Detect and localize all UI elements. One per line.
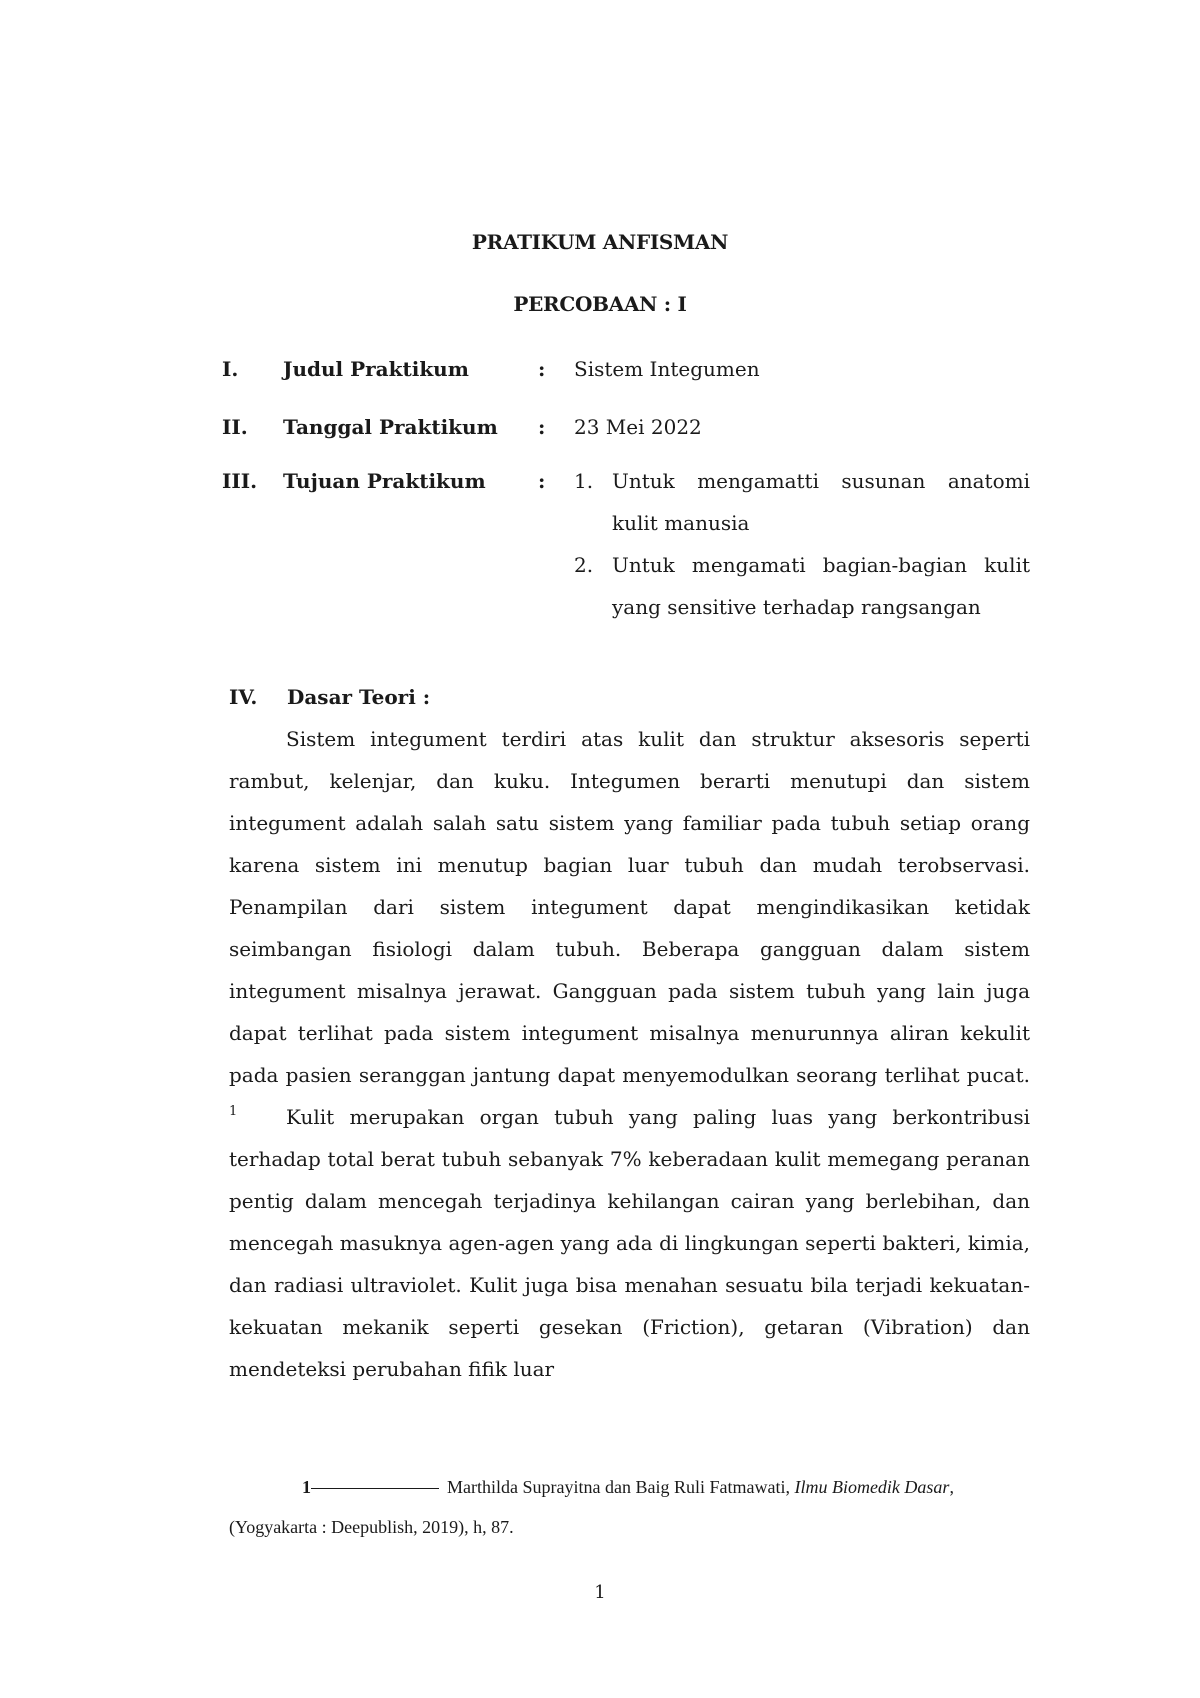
footnote-book-title: Ilmu Biomedik Dasar <box>794 1477 950 1497</box>
info-value: Sistem Integumen <box>574 357 760 381</box>
footnote-publication: (Yogyakarta : Deepublish, 2019), h, 87. <box>229 1517 514 1537</box>
paragraph-1 <box>229 718 1030 1138</box>
info-label: Tujuan Praktikum <box>283 469 486 493</box>
goal-number: 2. <box>574 553 594 577</box>
section-heading <box>229 676 430 718</box>
footnote-rule <box>311 1488 439 1489</box>
experiment-number: PERCOBAAN : I <box>513 292 687 316</box>
section-number: IV. <box>229 685 258 709</box>
goal-text: Untuk mengamatti susunan anatomi kulit manusia <box>612 469 1030 535</box>
info-num: I. <box>222 357 239 381</box>
info-colon: : <box>538 415 546 439</box>
goal-number: 1. <box>574 469 594 493</box>
footnote-reference[interactable]: 1 <box>229 1104 238 1119</box>
footnote-authors: Marthilda Suprayitna dan Baig Ruli Fatmawati, <box>447 1477 795 1497</box>
document-title: PRATIKUM ANFISMAN <box>471 230 729 254</box>
info-colon: : <box>538 469 546 493</box>
footnote-mark: 1 <box>302 1477 311 1497</box>
info-num: III. <box>222 469 258 493</box>
paragraph-text: Kulit merupakan organ tubuh yang paling luas yang berkontribusi terhadap total berat tubuh sebanyak 7% keberadaan kulit memegang peranan pentig dalam mencegah terjadinya kehilangan cairan yang berlebihan, dan mencegah masuknya agen-agen yang ada di lingkungan seperti bakteri, kimia, dan radiasi ultraviolet. Kulit juga bisa menahan sesuatu bila terjadi kekuatan-kekuatan mekanik seperti gesekan (Friction), getaran (Vibration) dan mendeteksi perubahan fifik luar <box>229 1105 1030 1381</box>
section-title: Dasar Teori : <box>287 685 431 709</box>
footnote-punct: , <box>949 1477 954 1497</box>
goals-list <box>574 460 1030 628</box>
info-label: Judul Praktikum <box>283 357 469 381</box>
info-colon: : <box>538 357 546 381</box>
goal-text: Untuk mengamati bagian-bagian kulit yang sensitive terhadap rangsangan <box>612 553 1030 619</box>
paragraph-text: Sistem integument terdiri atas kulit dan struktur aksesoris seperti rambut, kelenjar, dan kuku. Integumen berarti menutupi dan sistem integument adalah salah satu sistem yang familiar pada tubuh setiap orang karena sistem ini menutup bagian luar tubuh dan mudah terobservasi. Penampilan dari sistem integument dapat mengindikasikan ketidak seimbangan fisiologi dalam tubuh. Beberapa gangguan dalam sistem integument misalnya jerawat. Gangguan pada sistem tubuh yang lain juga dapat terlihat pada sistem integument misalnya menurunnya aliran kekulit pada pasien seranggan jantung dapat menyemodulkan seorang terlihat pucat. <box>229 727 1030 1087</box>
info-value: 23 Mei 2022 <box>574 415 702 439</box>
info-num: II. <box>222 415 248 439</box>
list-item <box>574 544 1030 628</box>
page-number: 1 <box>594 1582 606 1603</box>
info-label: Tanggal Praktikum <box>283 415 498 439</box>
list-item <box>574 460 1030 544</box>
paragraph-2 <box>229 1096 1030 1390</box>
footnote <box>229 1467 1030 1547</box>
